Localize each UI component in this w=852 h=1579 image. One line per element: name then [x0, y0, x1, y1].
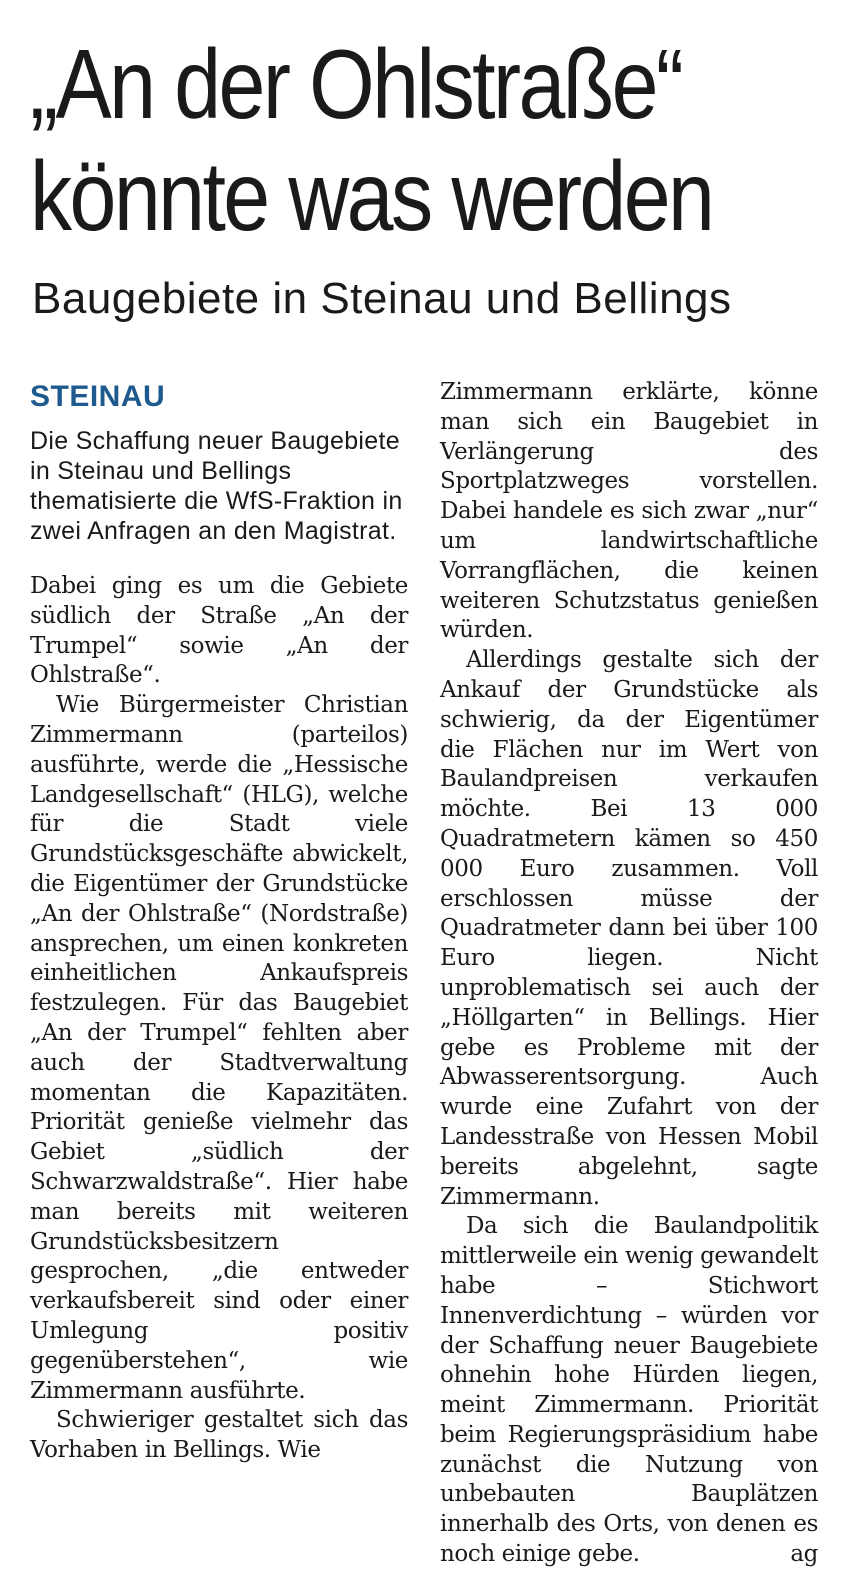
author-signature: ag [790, 1541, 818, 1568]
body-right [440, 378, 818, 1570]
paragraph: Dabei ging es um die Gebiete südlich der Straße „An der Trumpel“ sowie „An der Ohlstraße“. [30, 573, 408, 689]
headline [30, 28, 718, 252]
paragraph: Wie Bürgermeister Christian Zimmermann (parteilos) ausführte, werde die „Hessische Landgesellschaft“ (HLG), welche für die Stadt viele Grundstücksgeschäfte abwickelt, die Eigentümer der Grundstücke „An der Ohlstraße“ (Nordstraße) ansprechen, um einen konkreten einheitlichen Ankaufspreis festzulegen. Für das Baugebiet „An der Trumpel“ fehlten aber auch der Stadtverwaltung momentan die Kapazitäten. Priorität genieße vielmehr das Gebiet „südlich der Schwarzwaldstraße“. Hier habe man bereits mit weiteren Grundstücksbesitzern gesprochen, „die entweder verkaufsbereit sind oder einer Umlegung positiv gegenüberstehen“, wie Zimmermann ausführte. [30, 692, 408, 1404]
subheadline: Baugebiete in Steinau und Bellings [32, 274, 732, 323]
paragraph: Schwieriger gestaltet sich das Vorhaben in Bellings. Wie [30, 1407, 408, 1464]
paragraph: Zimmermann erklärte, könne man sich ein Baugebiet in Verlängerung des Sportplatzweges vorstellen. Dabei handele es sich zwar „nur“ um landwirtschaftliche Vorrangflächen, die keinen weiteren Schutzstatus genießen würden. [440, 379, 818, 644]
lead-paragraph: Die Schaffung neuer Baugebiete in Steinau und Bellings thematisierte die WfS-Fraktion in zwei Anfragen an den Magistrat. [30, 427, 403, 545]
column-left [30, 378, 408, 1466]
paragraph: Allerdings gestalte sich der Ankauf der Grundstücke als schwierig, da der Eigentümer die Flächen nur im Wert von Baulandpreisen verkaufen möchte. Bei 13 000 Quadratmetern kämen so 450 000 Euro zusammen. Voll erschlossen müsse der Quadratmeter dann bei über 100 Euro liegen. Nicht unproblematisch sei auch der „Höllgarten“ in Bellings. Hier gebe es Probleme mit der Abwasserentsorgung. Auch wurde eine Zufahrt von der Landesstraße von Hessen Mobil bereits abgelehnt, sagte Zimmermann. [440, 647, 818, 1210]
paragraph-text: Da sich die Baulandpolitik mittlerweile ein wenig gewandelt habe – Stichwort Innenverdichtung – würden vor der Schaffung neuer Baugebiete ohnehin hohe Hürden liegen, meint Zimmermann. Priorität beim Regierungspräsidium habe zunächst die Nutzung von unbebauten Bauplätzen innerhalb des Orts, von denen es noch einige gebe. [440, 1213, 818, 1568]
column-right [440, 378, 818, 1570]
headline-line-1: „An der Ohlstraße“ [30, 29, 682, 139]
dateline: STEINAU [30, 380, 166, 413]
headline-line-2: könnte was werden [30, 141, 713, 251]
body-left [30, 572, 408, 1466]
paragraph [440, 1212, 818, 1570]
